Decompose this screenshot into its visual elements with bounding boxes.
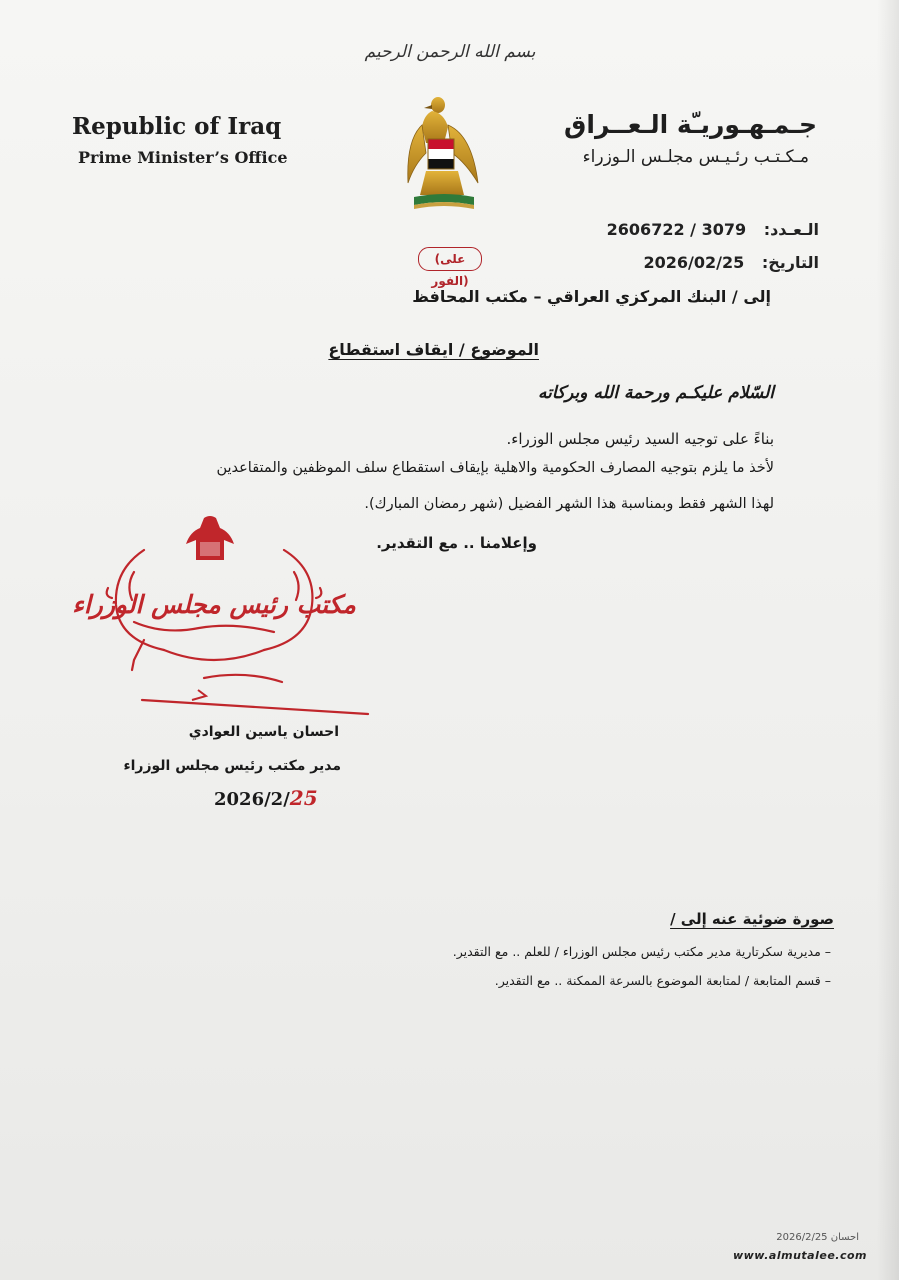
stamp-text: مكتب رئيس مجلس الوزراء <box>72 590 356 619</box>
signature-date-handwritten: 25 <box>289 786 318 810</box>
signature-date <box>214 786 318 810</box>
copies-heading: صورة ضوئية عنه إلى / <box>670 910 834 928</box>
subject-line: الموضوع / ايقاف استقطاع <box>328 340 539 359</box>
document-date-value: 2026/02/25 <box>643 253 745 272</box>
signature-stroke <box>140 686 380 720</box>
english-title: Republic of Iraq <box>72 113 282 140</box>
addressee: إلى / البنك المركزي العراقي – مكتب المحافظ <box>412 287 771 306</box>
office-stamp <box>72 510 356 715</box>
page-edge-shadow <box>877 0 899 1280</box>
document-date-row <box>519 253 819 272</box>
greeting: السّلام عليكـم ورحمة الله وبركاته <box>538 383 774 403</box>
copy-recipient: – مديرية سكرتارية مدير مكتب رئيس مجلس الوزراء / للعلم .. مع التقدير. <box>452 944 831 959</box>
body-line-4: وإعلامنا .. مع التقدير. <box>376 534 537 552</box>
reference-number-label: الـعـدد: <box>763 220 819 239</box>
reference-number-value: 3079 / 2606722 <box>606 220 747 239</box>
signatory-name: احسان ياسين العوادي <box>188 724 339 740</box>
basmala: بسم الله الرحمن الرحيم <box>364 42 536 62</box>
document-date-label: التاريخ: <box>761 253 819 272</box>
arabic-title: جـمـهـوريـّة الـعــراق <box>564 110 817 139</box>
iraq-eagle-emblem-icon <box>404 95 484 217</box>
body-line-1: بناءً على توجيه السيد رئيس مجلس الوزراء. <box>506 430 774 448</box>
footer-date: احسان 2026/2/25 <box>776 1232 859 1243</box>
body-line-2: لأخذ ما يلزم بتوجيه المصارف الحكومية والاهلية بإيقاف استقطاع سلف الموظفين والمتقاعدين <box>216 460 774 476</box>
website-watermark: www.almutalee.com <box>732 1249 867 1262</box>
body-line-3: لهذا الشهر فقط وبمناسبة هذا الشهر الفضيل (شهر رمضان المبارك). <box>364 496 774 512</box>
urgent-stamp: (على الفور) <box>418 247 482 271</box>
english-subtitle: Prime Minister’s Office <box>78 148 288 167</box>
signatory-title: مدير مكتب رئيس مجلس الوزراء <box>123 758 341 774</box>
copy-recipient: – قسم المتابعة / لمتابعة الموضوع بالسرعة الممكنة .. مع التقدير. <box>494 973 831 988</box>
reference-number-row <box>519 220 819 239</box>
arabic-subtitle: مـكـتـب رئـيـس مجلـس الـوزراء <box>582 147 809 167</box>
signature-date-printed: 2026/2/ <box>214 789 290 810</box>
